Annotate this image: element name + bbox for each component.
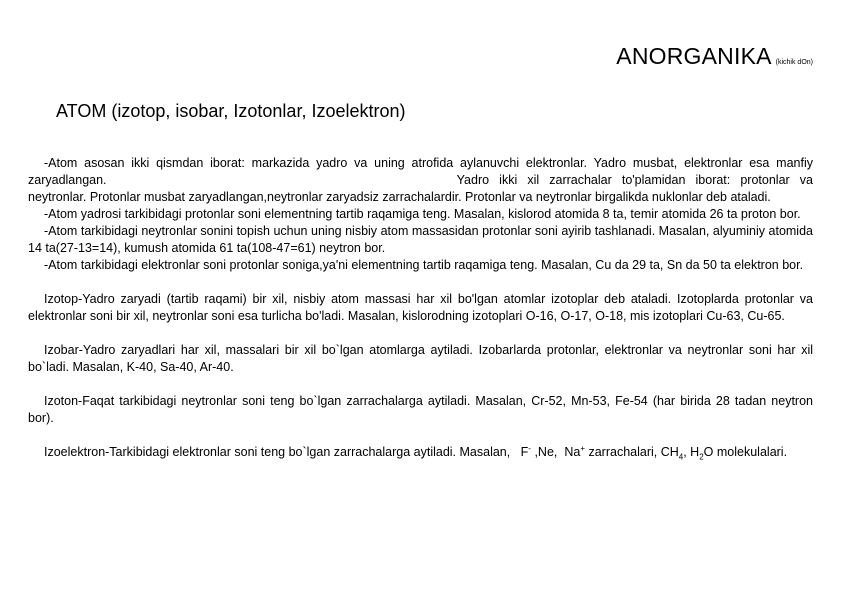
title-main: ANORGANIKA <box>616 43 772 69</box>
formula-o: O <box>703 445 714 459</box>
paragraph-text: , H <box>683 445 700 459</box>
document-body <box>28 155 813 461</box>
paragraph-electrons: -Atom tarkibidagi elektronlar soni protonlar soniga,ya'ni elementning tartib raqamiga teng. Masalan, Cu da 29 ta, Sn da 50 ta elektron bor. <box>44 258 804 272</box>
formula-na: Na <box>564 445 581 459</box>
formula-h2o-index: 2 <box>699 452 704 462</box>
paragraph-text: zarrachalari, CH <box>585 445 679 459</box>
paragraph-text: -Atom asosan ikki qismdan iborat: markazida yadro va uning atrofida aylanuvchi elektronlar. Yadro musbat, elektronlar esa manfiy zaryadlangan. <box>28 156 813 187</box>
formula-ch4-index: 4 <box>678 452 684 462</box>
paragraph-text: molekulalari. <box>716 445 788 459</box>
paragraph-neutrons: -Atom tarkibidagi neytronlar sonini topish uchun uning nisbiy atom massasidan protonlar soni ayirib tashlanadi. Masalan, alyuminiy atomida 14 ta(27-13=14), kumush atomida 61 ta(108-47=61) neytron bor. <box>28 224 813 255</box>
paragraph-protons: -Atom yadrosi tarkibidagi protonlar soni elementning tartib raqamiga teng. Masalan, kislorod atomida 8 ta, temir atomida 26 ta proton bor. <box>44 207 801 221</box>
paragraph-izotop: Izotop-Yadro zaryadi (tartib raqami) bir xil, nisbiy atom massasi har xil bo'lgan atomlar izotoplar deb ataladi. Izotoplarda protonlar va elektronlar soni bir xil, neytronlar soni esa turlicha bo'ladi. Masalan, kislorodning izotoplari O-16, O-17, O-18, mis izotoplari Cu-63, Cu-65. <box>28 292 813 323</box>
paragraph-text: Izoelektron-Tarkibidagi elektronlar soni teng bo`lgan zarrachalarga aytiladi. Masalan, <box>44 445 511 459</box>
paragraph-text: Yadro ikki xil zarrachalar to'plamidan iborat: protonlar va neytronlar. Protonlar musbat zaryadlangan,neytronlar zaryadsiz zarrachalardir. Protonlar va neytronlar birgalikda nuklonlar deb ataladi. <box>28 173 813 204</box>
formula-na-charge: + <box>580 443 585 453</box>
section-heading: ATOM (izotop, isobar, Izotonlar, Izoelektron) <box>56 101 406 121</box>
title-note: (kichik dOn) <box>775 59 813 66</box>
paragraph-izoton: Izoton-Faqat tarkibidagi neytronlar soni teng bo`lgan zarrachalarga aytiladi. Masalan, Cr-52, Mn-53, Fe-54 (har birida 28 tadan neytron bor). <box>28 394 813 425</box>
document-title <box>616 42 813 77</box>
paragraph-atom-structure <box>28 155 813 206</box>
paragraph-izobar: Izobar-Yadro zaryadlari har xil, massalari bir xil bo`lgan atomlarga aytiladi. Izobarlarda protonlar, elektronlar va neytronlar soni har xil bo`ladi. Masalan, K-40, Sa-40, Ar-40. <box>28 343 813 374</box>
formula-f-charge: - <box>528 443 531 453</box>
paragraph-izoelektron <box>28 444 813 461</box>
formula-ne: ,Ne, <box>534 445 558 459</box>
formula-f: F <box>520 445 529 459</box>
